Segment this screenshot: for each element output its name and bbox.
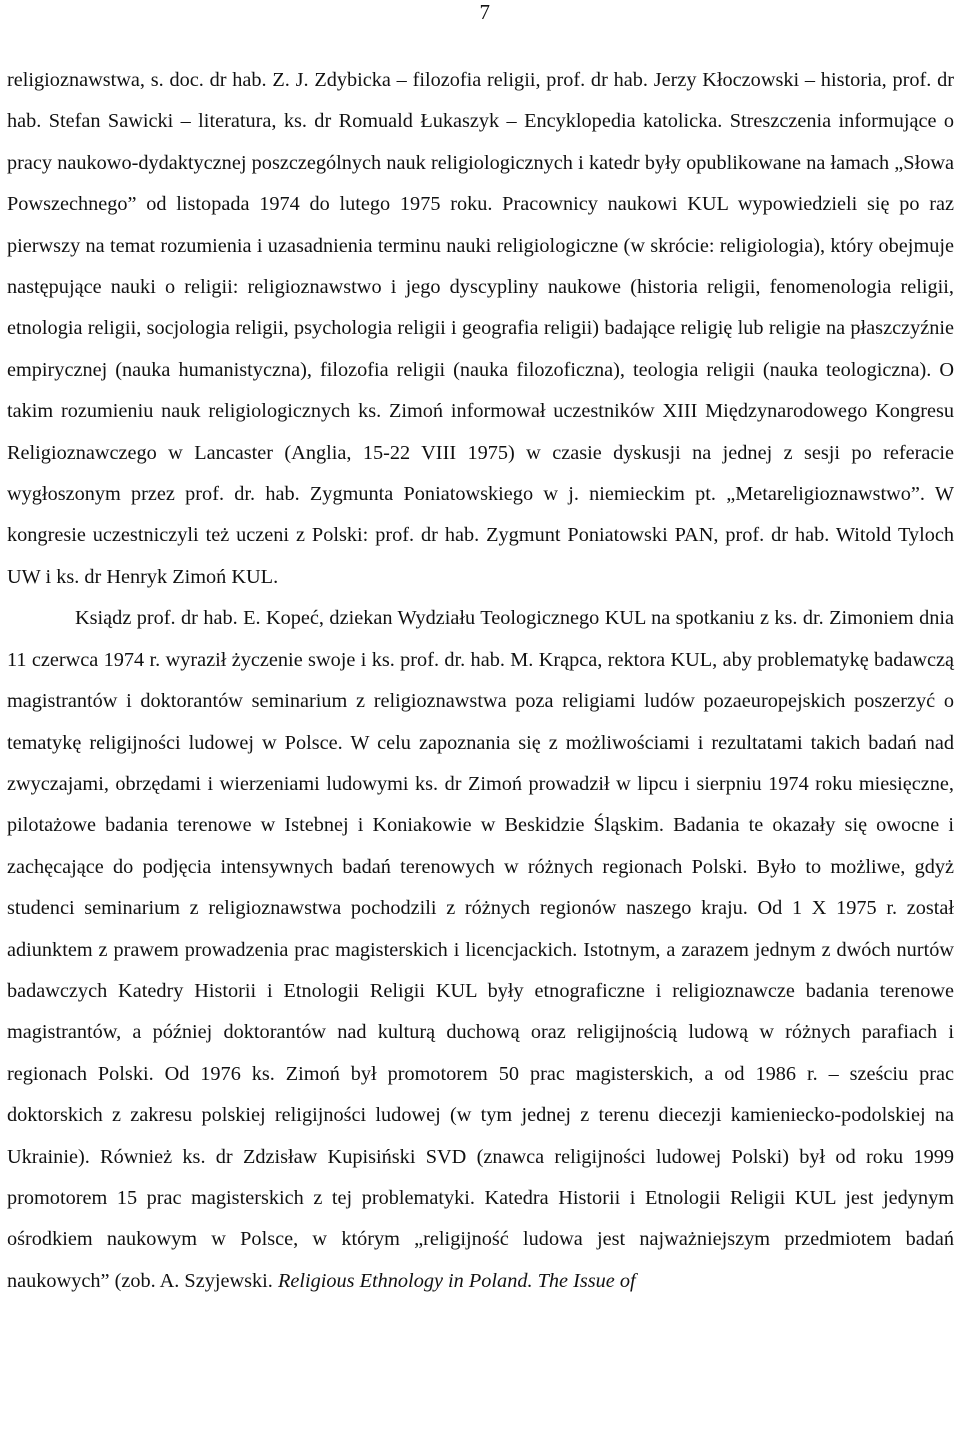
paragraph-1: religioznawstwa, s. doc. dr hab. Z. J. Zdybicka – filozofia religii, prof. dr hab. Jerzy Kłoczowski – historia, prof. dr hab. Stefan Sawicki – literatura, ks. dr Romuald Łukaszyk – Encyklopedia katolicka. Streszczenia informujące o pracy naukowo-dydaktycznej poszczególnych nauk religiologicznych i katedr były opublikowane na łamach „Słowa Powszechnego” od listopada 1974 do lutego 1975 roku. Pracownicy naukowi KUL wypowiedzieli się po raz pierwszy na temat rozumienia i uzasadnienia terminu nauki religiologiczne (w skrócie: religiologia), który obejmuje następujące nauki o religii: religioznawstwo i jego dyscypliny naukowe (historia religii, fenomenologia religii, etnologia religii, socjologia religii, psychologia religii i geografia religii) badające religię lub religie na płaszczyźnie empirycznej (nauka humanistyczna), filozofia religii (nauka filozoficzna), teologia religii (nauka teologiczna). O takim rozumieniu nauk religiologicznych ks. Zimoń informował uczestników XIII Międzynarodowego Kongresu Religioznawczego w Lancaster (Anglia, 15-22 VIII 1975) w czasie dyskusji na jednej z sesji po referacie wygłoszonym przez prof. dr. hab. Zygmunta Poniatowskiego w j. niemieckim pt. „Metareligioznawstwo”. W kongresie uczestniczyli też uczeni z Polski: prof. dr hab. Zygmunt Poniatowski PAN, prof. dr hab. Witold Tyloch UW i ks. dr Henryk Zimoń KUL. — [7, 69, 954, 588]
body-text — [7, 60, 954, 1302]
paragraph-2 — [7, 598, 954, 1302]
page-number: 7 — [479, 0, 490, 24]
paragraph-2-italic-title: Religious Ethnology in Poland. The Issue of — [277, 1269, 636, 1292]
paragraph-2-text: Ksiądz prof. dr hab. E. Kopeć, dziekan Wydziału Teologicznego KUL na spotkaniu z ks. dr. Zimoniem dnia 11 czerwca 1974 r. wyraził życzenie swoje i ks. prof. dr. hab. M. Krąpca, rektora KUL, aby problematykę badawczą magistrantów i doktorantów seminarium z religioznawstwa poza religiami ludów pozaeuropejskich poszerzyć o tematykę religijności ludowej w Polsce. W celu zapoznania się z możliwościami i rezultatami takich badań nad zwyczajami, obrzędami i wierzeniami ludowymi ks. dr Zimoń prowadził w lipcu i sierpniu 1974 roku miesięczne, pilotażowe badania terenowe w Istebnej i Koniakowie w Beskidzie Śląskim. Badania te okazały się owocne i zachęcające do podjęcia intensywnych badań terenowych w różnych regionach Polski. Było to możliwe, gdyż studenci seminarium z religioznawstwa pochodzili z różnych regionów naszego kraju. Od 1 X 1975 r. został adiunktem z prawem prowadzenia prac magisterskich i licencjackich. Istotnym, a zarazem jednym z dwóch nurtów badawczych Katedry Historii i Etnologii Religii KUL były etnograficzne i religioznawcze badania terenowe magistrantów, a później doktorantów nad kulturą duchową oraz religijnością ludową w różnych parafiach i regionach Polski. Od 1976 ks. Zimoń był promotorem 50 prac magisterskich, a od 1986 r. – sześciu prac doktorskich z zakresu polskiej religijności ludowej (w tym jednej z terenu diecezji kamieniecko-podolskiej na Ukrainie). Również ks. dr Zdzisław Kupisiński SVD (znawca religijności ludowej Polski) był od roku 1999 promotorem 15 prac magisterskich z tej problematyki. Katedra Historii i Etnologii Religii KUL jest jedynym ośrodkiem naukowym w Polsce, w którym „religijność ludowa jest najważniejszym przedmiotem badań naukowych” (zob. A. Szyjewski. — [7, 607, 954, 1292]
